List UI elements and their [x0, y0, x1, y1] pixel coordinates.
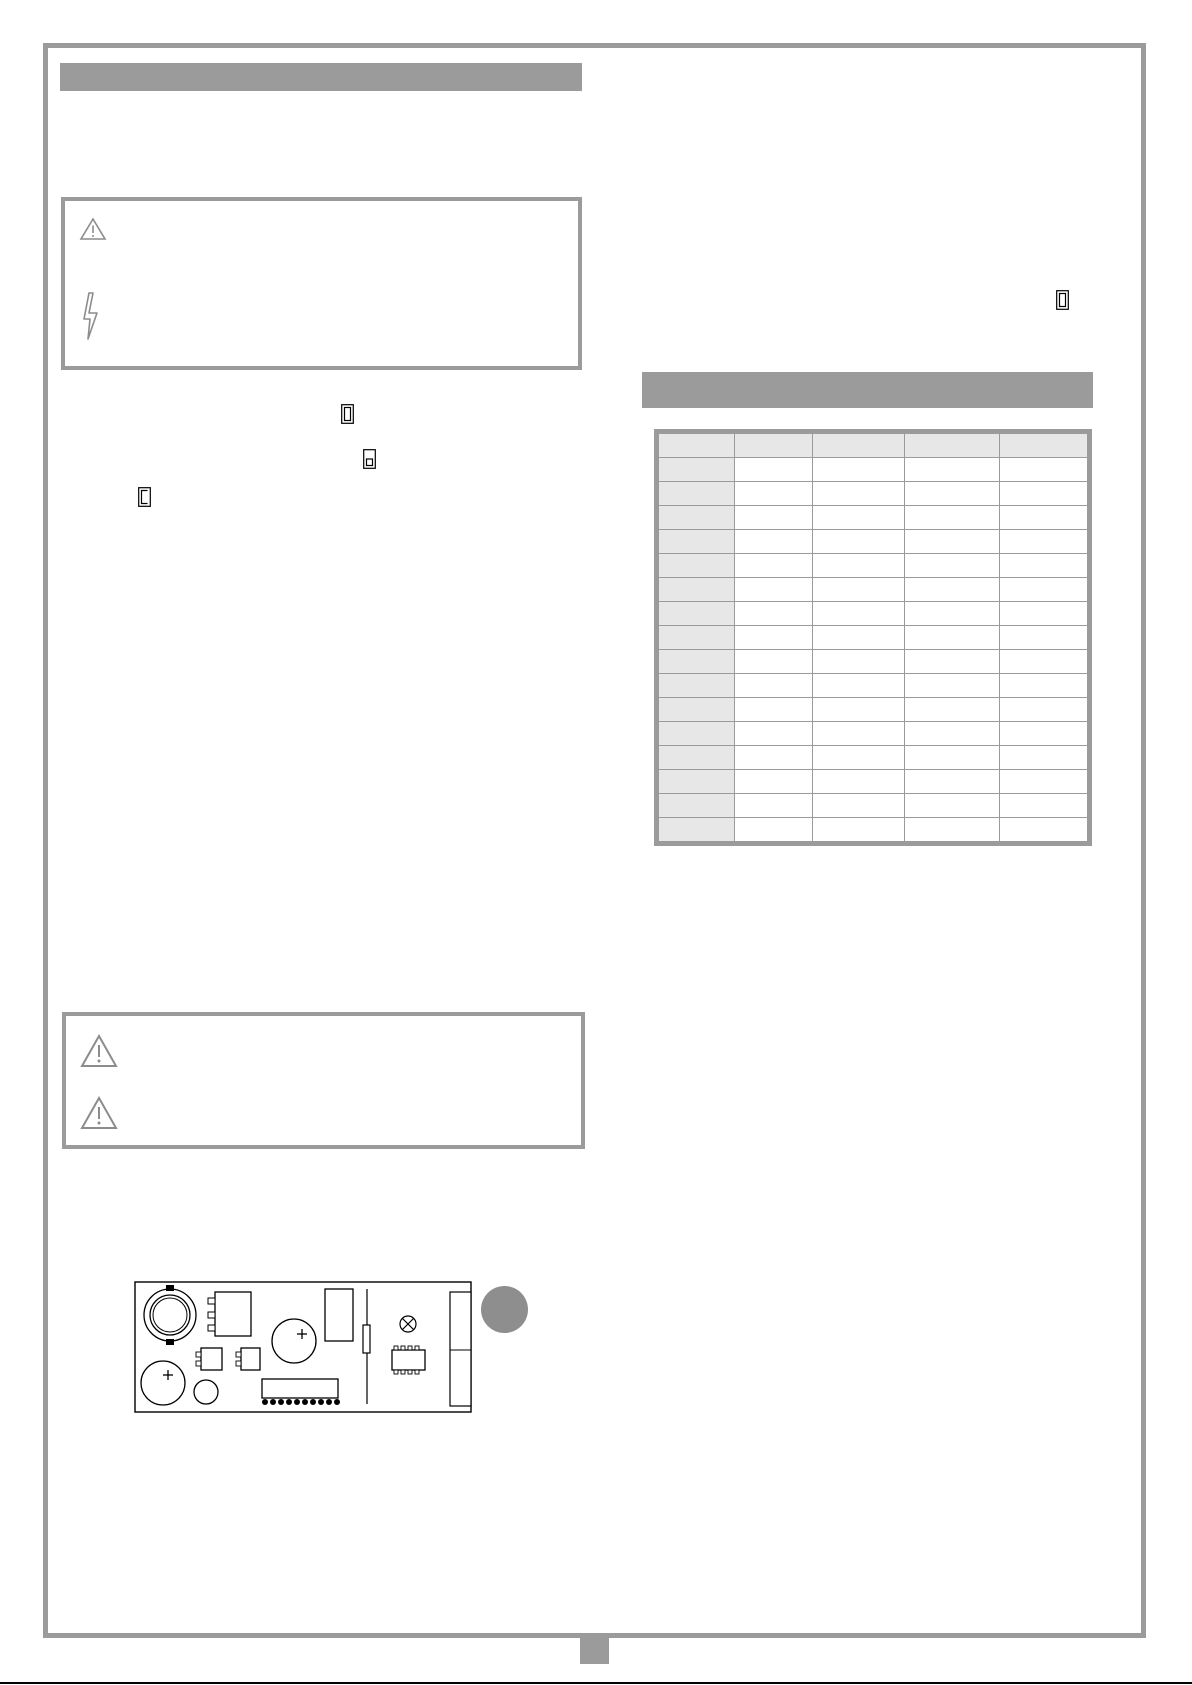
- table-cell: [812, 770, 904, 794]
- lightning-bolt-icon: [79, 291, 113, 346]
- table-cell: [1000, 602, 1088, 626]
- table-cell: [904, 578, 999, 602]
- table-row: [659, 626, 1088, 650]
- seven-segment-0-icon: [341, 404, 354, 424]
- seven-segment-c-icon: [138, 487, 151, 507]
- table-cell: [812, 458, 904, 482]
- table-row: [659, 434, 1088, 458]
- table-cell: [812, 722, 904, 746]
- table-cell: [904, 794, 999, 818]
- table-cell: [904, 818, 999, 842]
- table-cell: [904, 626, 999, 650]
- table-row: [659, 746, 1088, 770]
- table-cell: [812, 818, 904, 842]
- table-cell: [734, 506, 812, 530]
- table-cell: [659, 482, 735, 506]
- table-row: [659, 458, 1088, 482]
- table-cell: [904, 770, 999, 794]
- note-row: [80, 1034, 567, 1073]
- terminal-block: [262, 1379, 338, 1398]
- table-row: [659, 698, 1088, 722]
- table-cell: [734, 554, 812, 578]
- table-cell: [659, 554, 735, 578]
- table-cell: [1000, 458, 1088, 482]
- table-cell: [734, 578, 812, 602]
- table-cell: [812, 578, 904, 602]
- capacitor-1: [272, 1319, 316, 1363]
- table-cell: [659, 458, 735, 482]
- bottom-rule: [0, 1682, 1192, 1684]
- table-cell: [659, 698, 735, 722]
- table-cell: [904, 506, 999, 530]
- table-cell: [904, 698, 999, 722]
- table-cell: [734, 698, 812, 722]
- table-cell: [659, 746, 735, 770]
- table-cell: [659, 794, 735, 818]
- table-row: [659, 650, 1088, 674]
- table-cell: [904, 722, 999, 746]
- table-cell: [659, 506, 735, 530]
- table-cell: [1000, 818, 1088, 842]
- table-cell: [659, 722, 735, 746]
- table-cell: [734, 458, 812, 482]
- table-cell: [734, 650, 812, 674]
- table-row: [659, 794, 1088, 818]
- table-row: [659, 602, 1088, 626]
- table-cell: [904, 650, 999, 674]
- table-cell: [659, 674, 735, 698]
- table-cell: [1000, 482, 1088, 506]
- table-cell: [812, 626, 904, 650]
- relay-block: [215, 1292, 251, 1336]
- table-cell: [904, 602, 999, 626]
- table-row: [659, 674, 1088, 698]
- table-cell: [1000, 506, 1088, 530]
- table-cell: [1000, 698, 1088, 722]
- buzzer: [194, 1380, 218, 1404]
- table-cell: [659, 602, 735, 626]
- section-heading-left: [60, 63, 582, 91]
- table-cell: [812, 794, 904, 818]
- table-cell: [734, 482, 812, 506]
- note-row: [80, 1096, 567, 1135]
- table-row: [659, 530, 1088, 554]
- table-header-cell: [812, 434, 904, 458]
- seven-segment-0-icon: [1056, 290, 1069, 310]
- table-cell: [734, 674, 812, 698]
- table-cell: [1000, 578, 1088, 602]
- table-row: [659, 722, 1088, 746]
- table-cell: [1000, 626, 1088, 650]
- table-row: [659, 482, 1088, 506]
- figure-number-badge: [481, 1286, 528, 1333]
- table-cell: [1000, 674, 1088, 698]
- table-row: [659, 578, 1088, 602]
- table-cell: [734, 602, 812, 626]
- table-cell: [1000, 650, 1088, 674]
- note-box-bottom: [62, 1012, 585, 1149]
- table-cell: [904, 746, 999, 770]
- table-row: [659, 818, 1088, 842]
- regulator-2: [241, 1348, 260, 1370]
- regulator-1: [201, 1348, 222, 1370]
- table-cell: [1000, 746, 1088, 770]
- warning-triangle-icon: [80, 1034, 114, 1073]
- page-number-tab: [580, 1636, 609, 1664]
- table-cell: [812, 674, 904, 698]
- table-cell: [734, 722, 812, 746]
- section-heading-right: [642, 372, 1093, 408]
- table-row: [659, 506, 1088, 530]
- table-cell: [659, 626, 735, 650]
- warning-triangle-icon: [80, 1096, 114, 1135]
- table-header-cell: [904, 434, 999, 458]
- table-cell: [812, 602, 904, 626]
- note-row: [79, 291, 564, 346]
- table-header-cell: [734, 434, 812, 458]
- table-cell: [812, 530, 904, 554]
- table-cell: [1000, 554, 1088, 578]
- note-row: [79, 217, 564, 246]
- table-cell: [812, 554, 904, 578]
- table-cell: [812, 650, 904, 674]
- ic-chip: [392, 1350, 425, 1370]
- table-cell: [812, 482, 904, 506]
- table-cell: [734, 770, 812, 794]
- capacitor-2: [141, 1361, 185, 1405]
- table-cell: [904, 554, 999, 578]
- parameter-table: [654, 429, 1092, 846]
- table-cell: [734, 746, 812, 770]
- table-cell: [659, 530, 735, 554]
- table-cell: [1000, 770, 1088, 794]
- seven-segment-o-icon: [363, 449, 376, 469]
- table-cell: [659, 650, 735, 674]
- table-cell: [904, 458, 999, 482]
- table-cell: [734, 794, 812, 818]
- warning-triangle-icon: [79, 217, 113, 246]
- table-cell: [734, 818, 812, 842]
- table-cell: [904, 674, 999, 698]
- table-header-cell: [659, 434, 735, 458]
- edge-connector: [450, 1292, 471, 1406]
- table-cell: [659, 578, 735, 602]
- table-cell: [812, 506, 904, 530]
- resistor: [363, 1325, 370, 1353]
- fuse-holder: [325, 1289, 353, 1341]
- table-cell: [734, 530, 812, 554]
- table-cell: [1000, 722, 1088, 746]
- note-box-top: [61, 197, 582, 370]
- table-cell: [734, 626, 812, 650]
- table-cell: [659, 818, 735, 842]
- table-cell: [904, 530, 999, 554]
- control-board-diagram: [130, 1277, 495, 1417]
- table-cell: [1000, 530, 1088, 554]
- table-cell: [659, 770, 735, 794]
- table-cell: [812, 746, 904, 770]
- table-row: [659, 770, 1088, 794]
- table-row: [659, 554, 1088, 578]
- table-cell: [812, 698, 904, 722]
- table-header-cell: [1000, 434, 1088, 458]
- table-cell: [904, 482, 999, 506]
- table-cell: [1000, 794, 1088, 818]
